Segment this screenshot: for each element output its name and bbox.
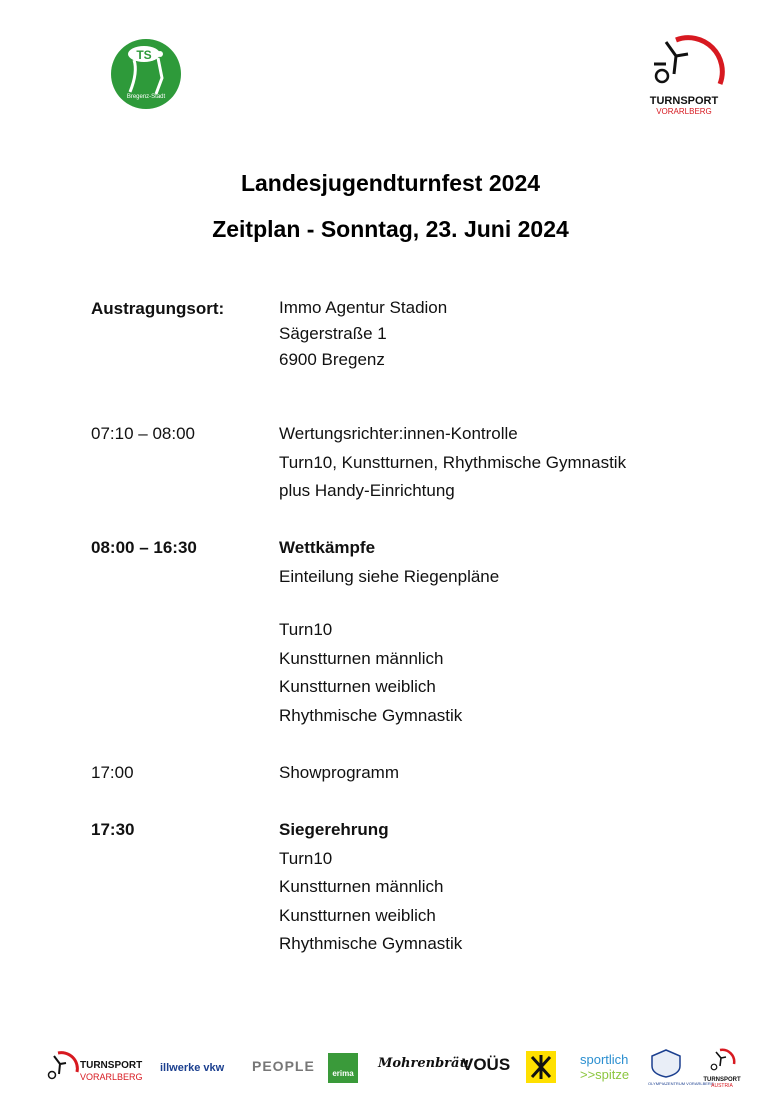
schedule-time: 07:10 – 08:00 (91, 424, 195, 443)
schedule-line: Showprogramm (279, 763, 399, 782)
schedule-line: Turn10, Kunstturnen, Rhythmische Gymnastik (279, 452, 627, 472)
sponsor-erima: erima (328, 1053, 358, 1083)
sponsor-illwerke: illwerke vkw (160, 1062, 225, 1074)
venue-label: Austragungsort: (91, 299, 225, 318)
sponsor-name: TURNSPORT (703, 1077, 741, 1083)
schedule-time: 17:30 (91, 820, 135, 839)
schedule-entry (279, 534, 499, 591)
sponsor-name: sportlich (580, 1052, 629, 1067)
sponsor-turnsport-vorarlberg (44, 1050, 143, 1090)
olympiazentrum-icon (648, 1048, 684, 1078)
sponsor-mohrenbraeu: Mohrenbräu (378, 1056, 469, 1071)
raiffeisen-icon (526, 1051, 556, 1083)
schedule-line: Einteilung siehe Riegenpläne (279, 566, 500, 586)
ts-logo-subtext: Bregenz-Stadt (126, 94, 166, 100)
ts-logo-text: TS (136, 48, 152, 62)
sponsor-name: TURNSPORT (80, 1060, 143, 1071)
schedule-entry (279, 420, 626, 506)
sponsor-name: OLYMPIAZENTRUM VORARLBERG (648, 1081, 714, 1086)
turnsport-vorarlberg-logo (636, 34, 732, 118)
schedule-line: plus Handy-Einrichtung (279, 481, 455, 500)
schedule-entry (279, 759, 399, 788)
sponsor-sportlich-spitze (580, 1052, 629, 1082)
schedule-list (279, 616, 462, 730)
schedule-heading: Wettkämpfe (279, 538, 376, 557)
title-line1: Landesjugendturnfest 2024 (240, 170, 541, 196)
list-item: Kunstturnen männlich (279, 877, 444, 896)
list-item: Rhythmische Gymnastik (279, 705, 463, 725)
list-item: Rhythmische Gymnastik (279, 934, 463, 953)
list-item: Kunstturnen weiblich (279, 677, 436, 696)
tv-logo-line1: TURNSPORT (649, 95, 719, 107)
sponsor-turnsport-austria (702, 1048, 742, 1090)
schedule-heading: Siegerehrung (279, 820, 389, 839)
sponsor-name: >>spitze (580, 1067, 630, 1082)
sponsor-vous: VOÜS (462, 1055, 511, 1074)
venue-address (279, 295, 447, 373)
schedule-entry (279, 816, 462, 959)
title-line2: Zeitplan - Sonntag, 23. Juni 2024 (212, 216, 569, 242)
sponsor-name: VORARLBERG (80, 1072, 143, 1082)
sponsor-raiffeisen (526, 1051, 556, 1083)
list-item: Turn10 (279, 848, 333, 868)
sponsor-people: PEOPLE (252, 1058, 315, 1074)
tv-logo-line2: VORARLBERG (656, 107, 712, 116)
venue-line: 6900 Bregenz (279, 350, 385, 369)
list-item: Kunstturnen männlich (279, 648, 444, 668)
schedule-time: 17:00 (91, 763, 134, 782)
sponsor-name: AUSTRIA (711, 1083, 733, 1089)
ts-bregenz-logo (110, 38, 182, 110)
list-item: Kunstturnen weiblich (279, 905, 436, 925)
schedule-time: 08:00 – 16:30 (91, 538, 197, 557)
schedule-line: Wertungsrichter:innen-Kontrolle (279, 424, 518, 443)
venue-line: Immo Agentur Stadion (279, 298, 448, 317)
list-item: Turn10 (279, 620, 333, 639)
sponsor-olympiazentrum (648, 1048, 714, 1088)
venue-line: Sägerstraße 1 (279, 324, 387, 343)
